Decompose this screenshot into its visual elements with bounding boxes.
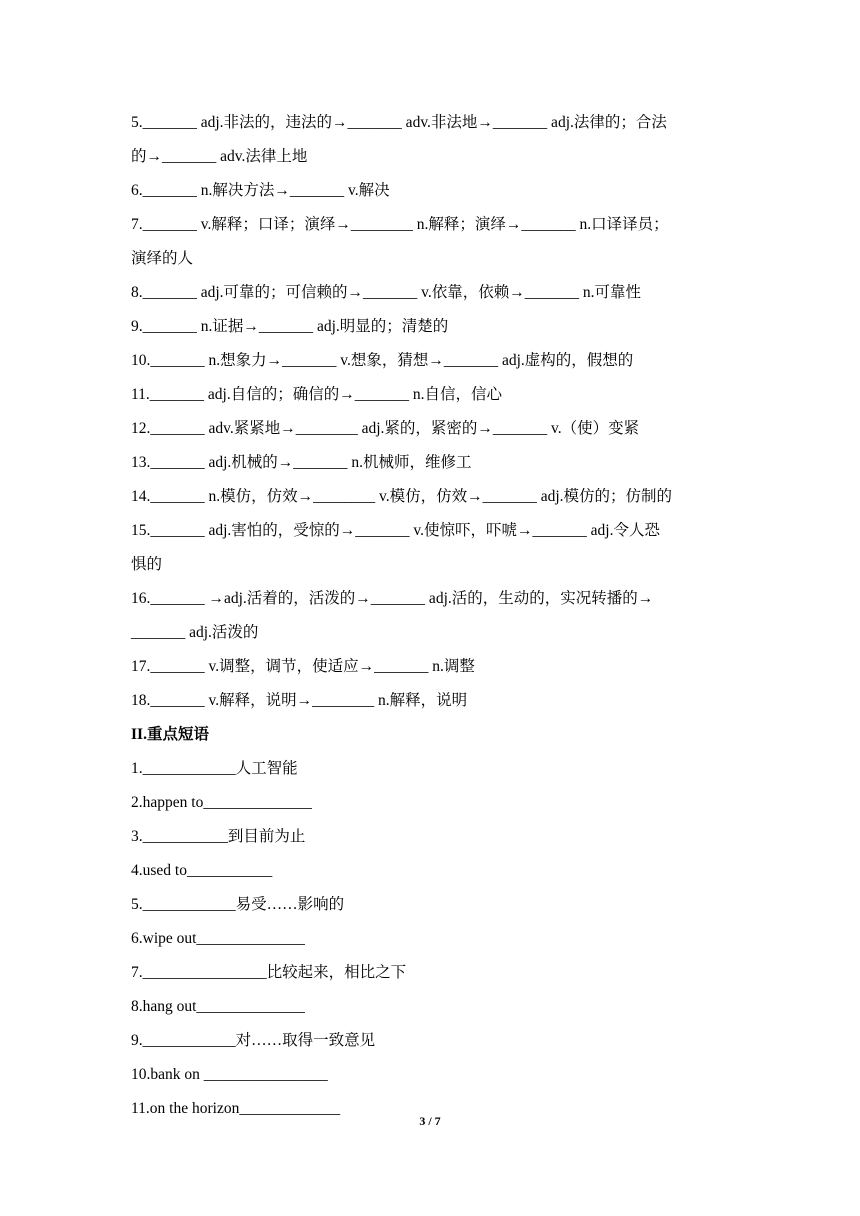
vocab-line: 9._______ n.证据→_______ adj.明显的；清楚的 [131,318,449,335]
vocab-line: 16._______ →adj.活着的，活泼的→_______ adj.活的，生动的，实况转播的→ [131,590,654,607]
phrase-line: 9.____________对……取得一致意见 [131,1032,376,1049]
page-number: 3 / 7 [419,1114,441,1128]
section-heading: II.重点短语 [131,726,209,743]
phrase-line: 2.happen to______________ [131,794,312,811]
vocab-line: 5._______ adj.非法的，违法的→_______ adv.非法地→_______ adj.法律的；合法 [131,114,667,131]
vocab-line: 10._______ n.想象力→_______ v.想象，猜想→_______ adj.虚构的，假想的 [131,352,634,369]
vocab-line: 演绎的人 [131,250,194,267]
phrase-line: 7.________________比较起来，相比之下 [131,964,407,981]
vocab-line: 8._______ adj.可靠的；可信赖的→_______ v.依靠，依赖→_______ n.可靠性 [131,284,642,301]
phrase-line: 5.____________易受……影响的 [131,896,345,913]
vocab-line: 14._______ n.模仿，仿效→________ v.模仿，仿效→_______ adj.模仿的；仿制的 [131,488,673,505]
document-body [131,106,731,1126]
vocab-line: 6._______ n.解决方法→_______ v.解决 [131,182,390,199]
vocab-line: 17._______ v.调整，调节，使适应→_______ n.调整 [131,658,475,675]
phrase-line: 1.____________人工智能 [131,760,298,777]
vocab-line: 12._______ adv.紧紧地→________ adj.紧的，紧密的→_______ v.（使）变紧 [131,420,640,437]
vocab-line: 13._______ adj.机械的→_______ n.机械师，维修工 [131,454,472,471]
phrase-line: 3.___________到目前为止 [131,828,306,845]
phrase-line: 10.bank on ________________ [131,1066,328,1083]
phrase-line: 4.used to___________ [131,862,273,879]
vocab-line: 18._______ v.解释，说明→________ n.解释，说明 [131,692,468,709]
vocab-line: 11._______ adj.自信的；确信的→_______ n.自信，信心 [131,386,502,403]
phrase-line: 8.hang out______________ [131,998,305,1015]
phrase-line: 11.on the horizon_____________ [131,1100,341,1117]
vocab-line: _______ adj.活泼的 [131,624,259,641]
vocab-line: 15._______ adj.害怕的，受惊的→_______ v.使惊吓，吓唬→_______ adj.令人恐 [131,522,660,539]
phrase-line: 6.wipe out______________ [131,930,305,947]
vocab-line: 的→_______ adv.法律上地 [131,148,308,165]
vocab-line: 7._______ v.解释；口译；演绎→________ n.解释；演绎→_______ n.口译译员； [131,216,669,233]
vocab-line: 惧的 [131,556,163,573]
